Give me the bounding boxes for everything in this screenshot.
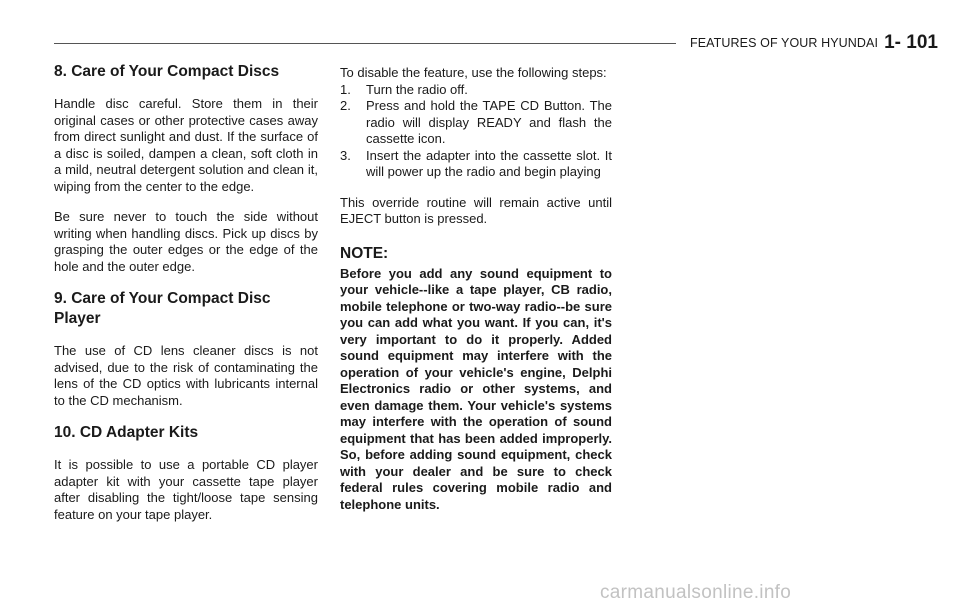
step-number: 1.	[340, 81, 351, 97]
note-body: Before you add any sound equipment to your vehicle--like a tape player, CB radio, mobile telephone or two-way radio--be sure you can add what you want. If you can, it's very important to do it properly. Added sound equipment may interfere with the operation of your vehicle's engine, Delphi Electronics radio or other systems, and even damage them. Your vehicle's systems may interfere with the operation of sound equipment that has been added improperly. So, before adding sound equipment, check with your dealer and be sure to check federal rules covering mobile radio and telephone units.	[340, 265, 612, 512]
left-column	[54, 62, 318, 537]
step-item	[340, 98, 612, 148]
step-item	[340, 82, 612, 99]
paragraph-override: This override routine will remain active until EJECT button is pressed.	[340, 194, 612, 226]
step-number: 2.	[340, 98, 351, 113]
page-number: 1- 101	[884, 32, 938, 53]
right-column	[340, 65, 612, 513]
header-rule	[54, 43, 676, 44]
step-text: Press and hold the TAPE CD Button. The radio will display READY and flash the cassette icon.	[366, 98, 612, 146]
paragraph-disc-grasping: Be sure never to touch the side without writing when handling discs. Pick up discs by grasping the outer edges or the edge of the hole and the outer edge.	[54, 209, 318, 274]
steps-list	[340, 82, 612, 181]
heading-cd-adapter-kits: 10. CD Adapter Kits	[54, 424, 199, 441]
heading-care-of-discs: 8. Care of Your Compact Discs	[54, 63, 280, 80]
paragraph-lens-cleaner: The use of CD lens cleaner discs is not advised, due to the risk of contaminating the lens of the CD optics with lubricants internal to the CD mechanism.	[54, 343, 318, 408]
step-text: Turn the radio off.	[366, 81, 468, 97]
watermark: carmanualsonline.info	[600, 582, 792, 603]
note-heading: NOTE:	[340, 244, 389, 262]
paragraph-disc-handling: Handle disc careful. Store them in their original cases or other protective cases away from direct sunlight and dust. If the surface of a disc is soiled, dampen a clean, soft cloth in a mild, neutral detergent solution and clean it, wiping from the center to the edge.	[54, 96, 318, 194]
running-head	[690, 32, 938, 54]
section-title: FEATURES OF YOUR HYUNDAI	[690, 36, 879, 50]
paragraph-adapter-kit: It is possible to use a portable CD player adapter kit with your cassette tape player after disabling the tight/loose tape sensing feature on your tape player.	[54, 457, 318, 522]
step-item	[340, 148, 612, 181]
paragraph-disable-intro: To disable the feature, use the following steps:	[340, 65, 607, 80]
step-text: Insert the adapter into the cassette slot. It will power up the radio and begin playing	[366, 147, 612, 179]
heading-care-of-player: 9. Care of Your Compact Disc Player	[54, 290, 271, 327]
step-number: 3.	[340, 147, 351, 163]
